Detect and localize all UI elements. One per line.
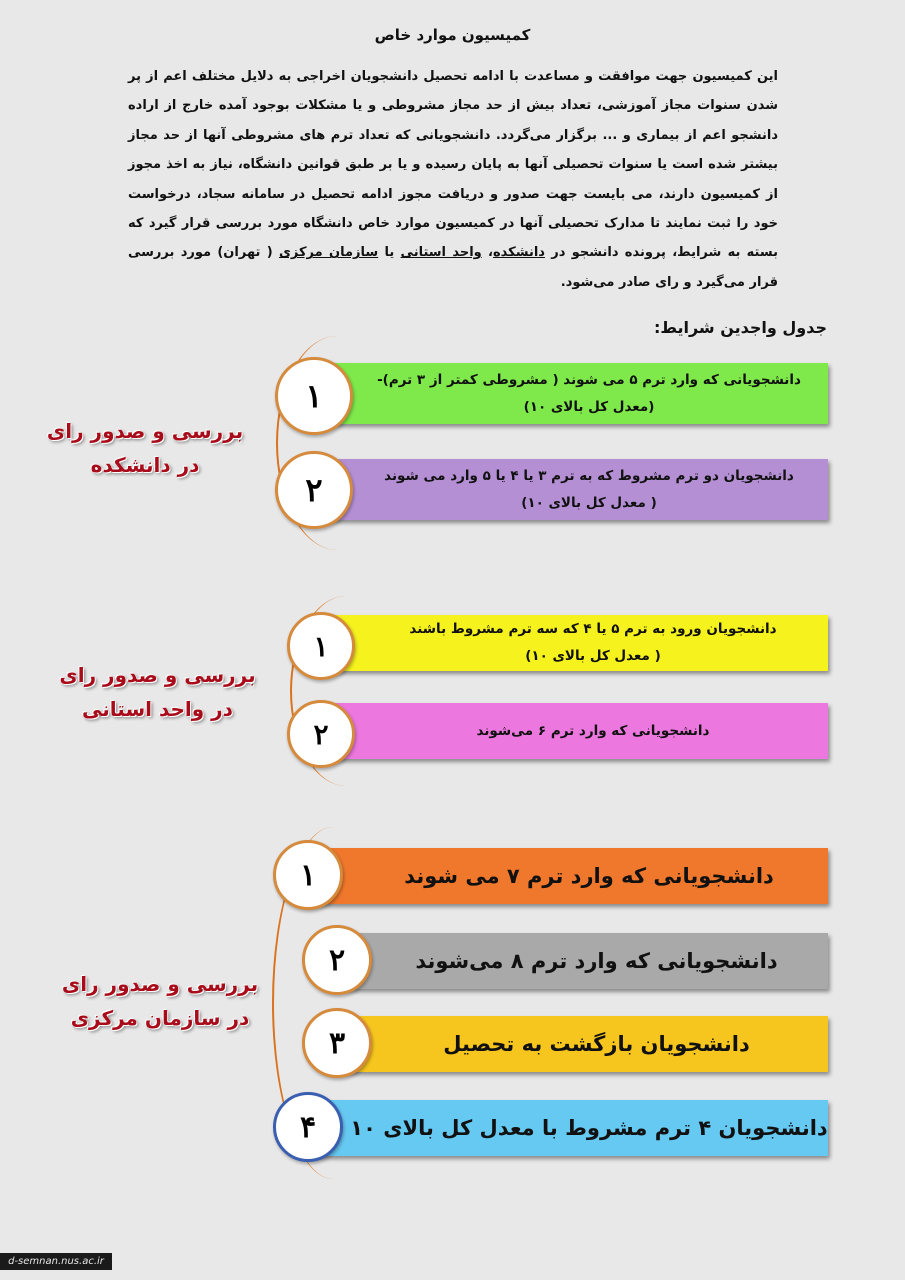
link-central-organization: سازمان مرکزی [278, 245, 379, 261]
intro-text: این کمیسیون جهت موافقت و مساعدت با ادامه تحصیل دانشجویان اخراجی به دلایل مختلف اعم از پر شدن سنوات مجاز آموزشی، تعداد بیش از حد مجاز مشروطی و یا مشکلات بوجود آمده خارج از اراده دانشجو اعم از بیماری و ... برگزار می‌گردد. دانشجویانی که تعداد ترم های مشروطی آنها از حد مجاز بیشتر شده است یا سنوات تحصیلی آنها به پایان رسیده و یا بر طبق قوانین دانشگاه، نیاز به اخذ مجوز از کمیسیون دارند، می بایست جهت صدور و دریافت مجوز ادامه تحصیل در سامانه سجاد، درخواست خود را ثبت نمایند تا مدارک تحصیلی آنها در کمیسیون موارد خاص دانشگاه مورد بررسی قرار گیرد که بسته به شرایط، پرونده دانشجو در [128, 69, 778, 261]
page-title: کمیسیون موارد خاص [374, 26, 531, 44]
condition-bar: دانشجویانی که وارد ترم ۷ می شوند [310, 848, 828, 904]
condition-bar: دانشجویان بازگشت به تحصیل [345, 1016, 828, 1072]
number-badge: ۴ [273, 1092, 343, 1162]
condition-bar: دانشجویان ۴ ترم مشروط با معدل کل بالای ۱۰ [310, 1100, 828, 1156]
intro-separator: ، [481, 245, 493, 261]
condition-bar: دانشجویانی که وارد ترم ۸ می‌شوند [345, 933, 828, 989]
condition-bar: دانشجویانی که وارد ترم ۵ می شوند ( مشروطی کمتر از ۳ ترم)- (معدل کل بالای ۱۰) [320, 363, 828, 424]
number-badge: ۱ [287, 612, 355, 680]
condition-bar: دانشجویانی که وارد ترم ۶ می‌شوند [328, 703, 828, 759]
section-heading: جدول واجدین شرایط: [653, 318, 827, 337]
number-badge: ۳ [302, 1008, 372, 1078]
intro-text-end: ( تهران) مورد بررسی قرار می‌گیرد و رای صادر می‌شود. [128, 245, 778, 290]
watermark: d-semnan.nus.ac.ir [0, 1253, 112, 1270]
group-label-faculty: بررسی و صدور رای در دانشکده [46, 419, 244, 477]
link-faculty: دانشکده [492, 245, 545, 261]
link-provincial-unit: واحد استانی [400, 245, 482, 261]
number-badge: ۱ [275, 357, 353, 435]
number-badge: ۲ [287, 700, 355, 768]
group-label-provincial: بررسی و صدور رای در واحد استانی [59, 663, 256, 721]
number-badge: ۲ [275, 451, 353, 529]
condition-bar: دانشجویان ورود به ترم ۵ یا ۴ که سه ترم مشروط باشند ( معدل کل بالای ۱۰) [328, 615, 828, 671]
group-label-central: بررسی و صدور رای در سازمان مرکزی [61, 972, 259, 1030]
condition-bar: دانشجویان دو ترم مشروط که به ترم ۳ یا ۴ یا ۵ وارد می شوند ( معدل کل بالای ۱۰) [320, 459, 828, 520]
number-badge: ۱ [273, 840, 343, 910]
intro-paragraph [128, 62, 778, 297]
intro-separator: یا [378, 245, 401, 261]
number-badge: ۲ [302, 925, 372, 995]
